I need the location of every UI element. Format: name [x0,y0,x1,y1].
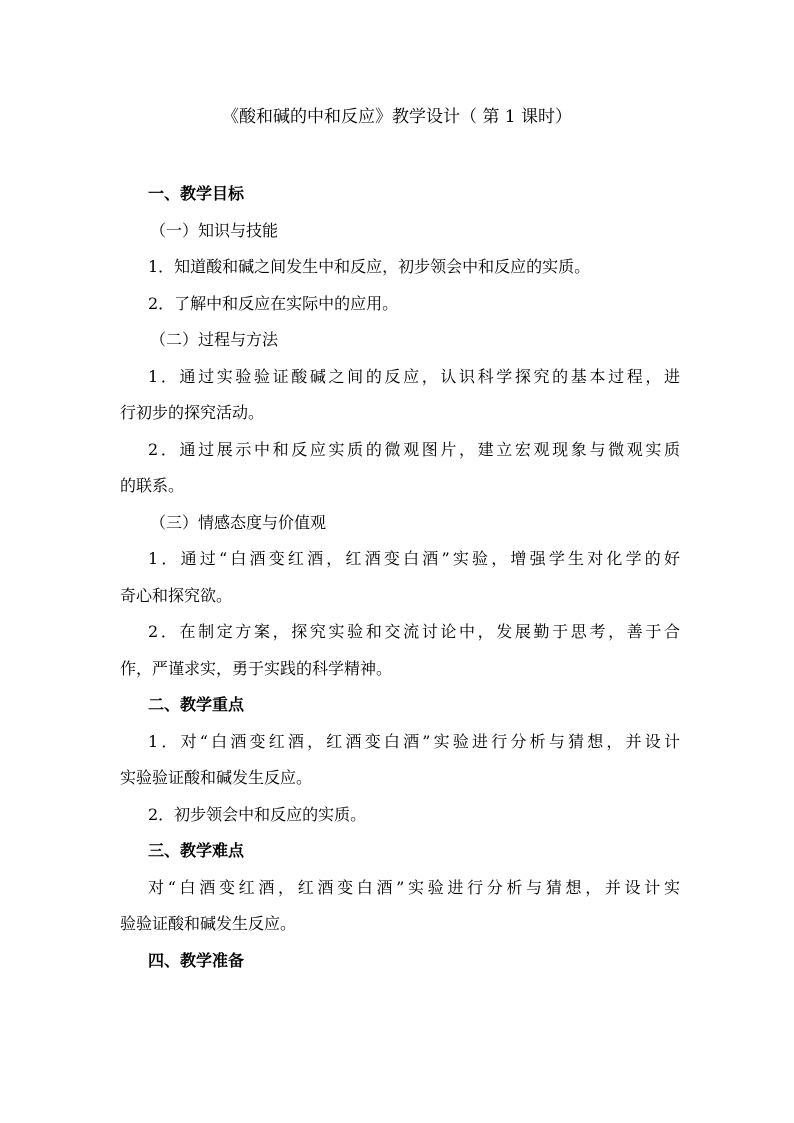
paragraph-line: 对“白酒变红酒，红酒变白酒”实验进行分析与猜想，并设计实 [148,877,680,897]
paragraph-line: 的联系。 [120,476,185,495]
paragraph-line: 1．对“白酒变红酒，红酒变白酒”实验进行分析与猜想，并设计 [148,731,680,751]
paragraph: 1．知道酸和碱之间发生中和反应，初步领会中和反应的实质。 [148,257,591,276]
paragraph-line: 实验验证酸和碱发生反应。 [120,768,313,787]
paragraph-line: 行初步的探究活动。 [120,403,265,422]
section-heading-objectives: 一、教学目标 [148,184,245,203]
paragraph-line: 作，严谨求实，勇于实践的科学精神。 [120,658,393,678]
paragraph-line: 2．在制定方案，探究实验和交流讨论中，发展勤于思考，善于合 [148,622,680,641]
paragraph-line: 验验证酸和碱发生反应。 [120,914,297,933]
paragraph-line: 2．通过展示中和反应实质的微观图片，建立宏观现象与微观实质 [148,439,680,459]
paragraph-line: 1．通过实验验证酸碱之间的反应，认识科学探究的基本过程，进 [148,366,680,386]
section-heading-difficulties: 三、教学难点 [148,841,245,860]
subsection-label-attitude: （三）情感态度与价值观 [150,512,327,532]
paragraph: 2．了解中和反应在实际中的应用。 [148,293,399,313]
document-title: 《酸和碱的中和反应》教学设计（ 第 1 课时） [221,107,573,127]
paragraph-line: 1．通过“白酒变红酒，红酒变白酒”实验，增强学生对化学的好 [148,549,680,568]
subsection-label-process: （二）过程与方法 [150,330,279,349]
subsection-label-knowledge: （一）知识与技能 [150,220,279,240]
section-heading-key-points: 二、教学重点 [148,695,245,714]
section-heading-preparation: 四、教学准备 [148,950,245,970]
paragraph: 2．初步领会中和反应的实质。 [148,804,367,824]
paragraph-line: 奇心和探究欲。 [120,585,233,605]
document-body [120,176,680,979]
